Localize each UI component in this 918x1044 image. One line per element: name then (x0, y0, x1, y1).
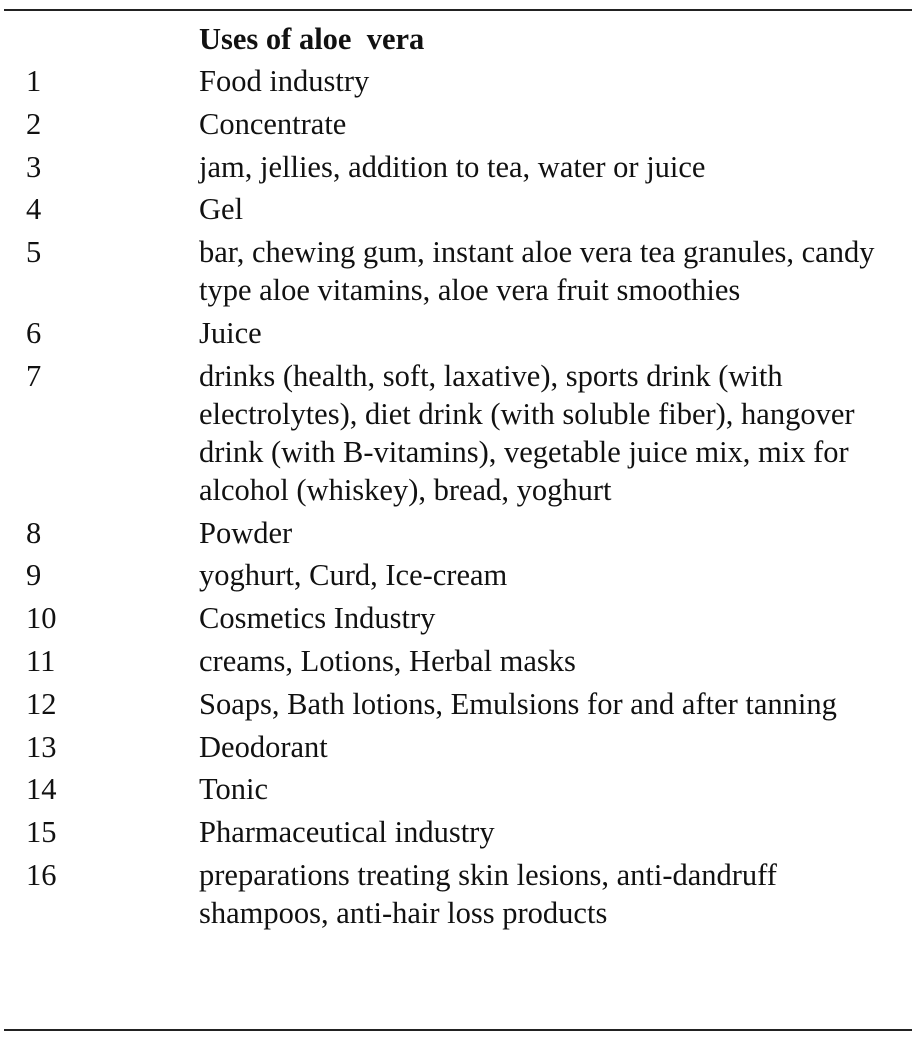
bottom-rule (4, 1029, 912, 1031)
table-row (0, 233, 918, 314)
row-number: 12 (26, 686, 57, 721)
row-number: 16 (26, 857, 57, 892)
table-row (0, 599, 918, 642)
table-row (0, 148, 918, 191)
table-row (0, 642, 918, 685)
uses-table (0, 20, 918, 937)
row-use-text: Pharmaceutical industry (199, 815, 495, 850)
header-number-cell (0, 20, 199, 62)
table-row (0, 728, 918, 771)
table-row (0, 813, 918, 856)
row-number: 14 (26, 772, 57, 807)
row-use-text: Deodorant (199, 729, 328, 764)
row-number: 7 (26, 358, 42, 393)
row-number: 2 (26, 106, 42, 141)
row-number: 5 (26, 235, 42, 270)
row-use-text: Soaps, Bath lotions, Emulsions for and after tanning (199, 686, 837, 721)
table-row (0, 314, 918, 357)
row-use-text: yoghurt, Curd, Ice-cream (199, 558, 508, 593)
table-row (0, 190, 918, 233)
row-use-text: Gel (199, 192, 244, 227)
table-row (0, 514, 918, 557)
row-number: 4 (26, 192, 42, 227)
row-number: 11 (26, 643, 56, 678)
row-number: 6 (26, 315, 42, 350)
row-number: 9 (26, 558, 42, 593)
row-number: 13 (26, 729, 57, 764)
row-use-text: Powder (199, 515, 293, 550)
table-header-row (0, 20, 918, 62)
row-number: 3 (26, 149, 42, 184)
table-row (0, 856, 918, 937)
top-rule (4, 9, 912, 11)
table-body (0, 62, 918, 937)
table-row (0, 62, 918, 105)
row-number: 15 (26, 815, 57, 850)
row-number: 1 (26, 64, 42, 98)
table-title: Uses of aloe vera (199, 22, 425, 56)
row-use-text: Concentrate (199, 106, 347, 141)
row-use-text: jam, jellies, addition to tea, water or juice (199, 149, 706, 184)
table-row (0, 105, 918, 148)
row-use-text: Tonic (199, 772, 269, 807)
row-use-text: Cosmetics Industry (199, 601, 436, 636)
row-use-text: Food industry (199, 64, 370, 98)
table-row (0, 556, 918, 599)
table-row (0, 357, 918, 514)
row-number: 8 (26, 515, 42, 550)
table-row (0, 770, 918, 813)
table-row (0, 685, 918, 728)
row-use-text: bar, chewing gum, instant aloe vera tea granules, candy type aloe vitamins, aloe vera fruit smoothies (199, 235, 875, 308)
row-number: 10 (26, 601, 57, 636)
row-use-text: Juice (199, 315, 262, 350)
row-use-text: drinks (health, soft, laxative), sports drink (with electrolytes), diet drink (with soluble fiber), hangover drink (with B-vitamins), vegetable juice mix, mix for alcohol (whiskey), bread, yoghurt (199, 358, 855, 507)
row-use-text: creams, Lotions, Herbal masks (199, 643, 576, 678)
row-use-text: preparations treating skin lesions, anti-dandruff shampoos, anti-hair loss products (199, 857, 777, 930)
